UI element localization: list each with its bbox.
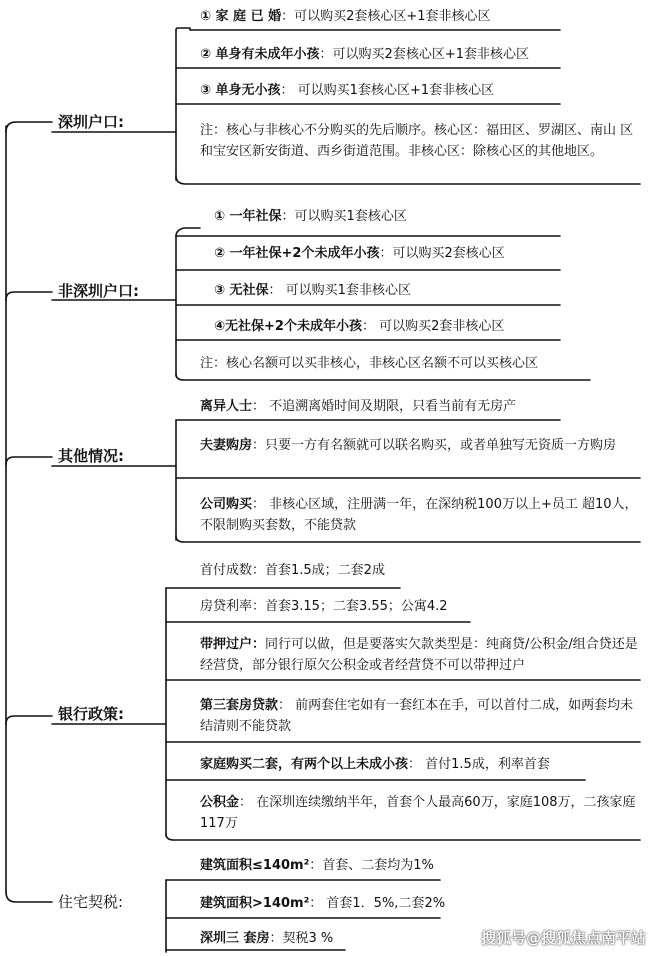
note-text: 注：核心名额可以买非核心，非核心区名额不可以买核心区 [200,356,539,371]
list-item: 公司购买： 非核心区域，注册满一年，在深纳税100万以上+员工 超10人，不限制购买套数，不能贷款 [200,497,638,533]
list-item: 房贷利率：首套3.15；二套3.55；公寓4.2 [200,599,448,614]
list-item: ① 家 庭 已 婚：可以购买2套核心区+1套非核心区 [200,9,491,24]
list-item: 家庭购买二套，有两个以上未成小孩： 首付1.5成，利率首套 [200,757,550,772]
category-non-shenzhen-hukou: 非深圳户口: [58,282,139,300]
category-other-situations: 其他情况: [58,447,124,465]
watermark: 搜狐号@搜狐焦点南平站 [480,929,646,947]
list-item: 首付成数：首套1.5成；二套2成 [200,563,385,578]
list-item: 第三套房贷款： 前两套住宅如有一套红本在手，可以首付二成，如两套均未结清则不能贷款 [200,698,634,734]
list-item: 公积金： 在深圳连续缴纳半年，首套个人最高60万，家庭108万，二孩家庭117万 [200,795,636,831]
list-item: 夫妻购房：只要一方有名额就可以联名购买，或者单独写无资质一方购房 [200,438,617,453]
note-text: 注：核心与非核心不分购买的先后顺序。核心区：福田区、罗湖区、南山 区和宝安区新安街道、西乡街道范围。非核心区：除核心区的其他地区。 [200,123,634,159]
list-item: ④无社保+2个未成年小孩： 可以购买2套非核心区 [214,319,505,334]
list-item: ③ 无社保： 可以购买1套非核心区 [214,283,411,298]
list-item: 建筑面积>140m²： 首套1．5%,二套2% [200,896,446,911]
list-item: 离异人士： 不追溯离婚时间及期限，只看当前有无房产 [200,399,517,414]
category-shenzhen-hukou: 深圳户口: [58,113,124,131]
list-item: ② 单身有未成年小孩：可以购买2套核心区+1套非核心区 [200,47,529,62]
list-item: 深圳三 套房：契税3 % [200,931,334,946]
list-item: ③ 单身无小孩： 可以购买1套核心区+1套非核心区 [200,83,495,98]
list-item: 带押过户：同行可以做，但是要落实欠款类型是：纯商贷/公积金/组合贷还是经营贷，部分银行原欠公积金或者经营贷不可以带押过户 [200,637,638,673]
list-item: ① 一年社保：可以购买1套核心区 [214,209,407,224]
category-housing-deed-tax: 住宅契税: [58,893,124,911]
list-item: ② 一年社保+2个未成年小孩：可以购买2套核心区 [214,246,505,261]
category-bank-policy: 银行政策: [58,705,124,723]
list-item: 建筑面积≤140m²：首套、二套均为1% [200,858,434,873]
